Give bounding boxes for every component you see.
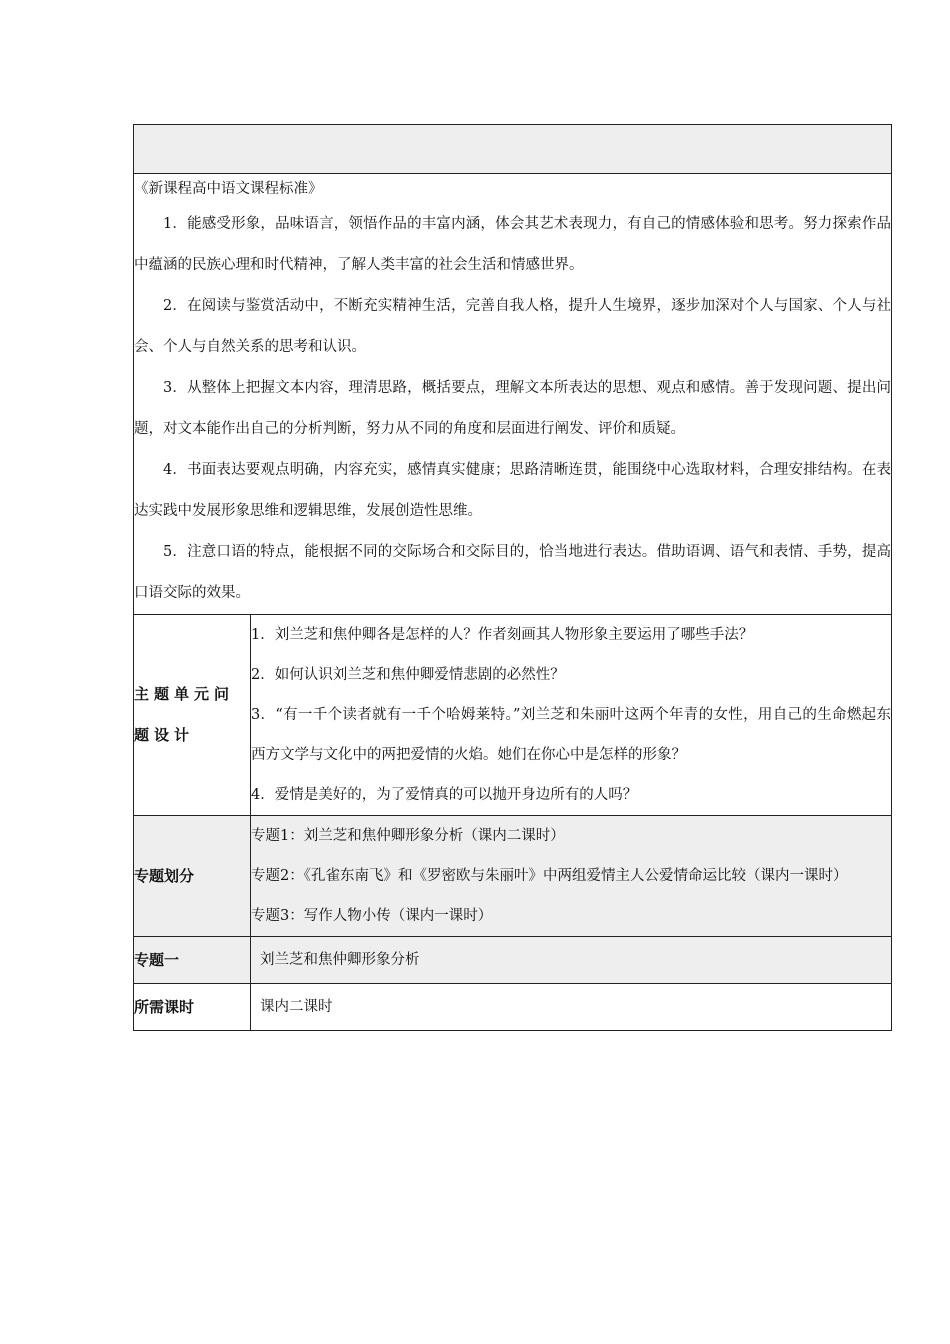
topics-label: 专题划分 xyxy=(134,816,251,937)
hours-row xyxy=(134,984,892,1031)
topic-item-3: 专题3：写作人物小传（课内一课时） xyxy=(251,908,493,924)
standard-item-1: 1．能感受形象，品味语言，领悟作品的丰富内涵，体会其艺术表现力，有自己的情感体验和思考。努力探索作品中蕴涵的民族心理和时代精神，了解人类丰富的社会生活和情感世界。 xyxy=(134,216,891,273)
standard-item-4: 4．书面表达要观点明确，内容充实，感情真实健康；思路清晰连贯，能围绕中心选取材料，合理安排结构。在表达实践中发展形象思维和逻辑思维，发展创造性思维。 xyxy=(134,462,891,519)
topic-one-label: 专题一 xyxy=(134,937,251,984)
questions-label: 主题单元问题设计 xyxy=(134,685,235,744)
hours-label: 所需课时 xyxy=(134,984,251,1031)
questions-content xyxy=(251,615,892,816)
header-cell xyxy=(134,125,892,174)
lesson-plan-table xyxy=(133,124,892,1031)
topics-content xyxy=(251,816,892,937)
standard-item-2: 2．在阅读与鉴赏活动中，不断充实精神生活，完善自我人格，提升人生境界，逐步加深对个人与国家、个人与社会、个人与自然关系的思考和认识。 xyxy=(134,298,891,355)
question-item-3: 3．“有一千个读者就有一千个哈姆莱特。”刘兰芝和朱丽叶这两个年青的女性，用自己的生命燃起东西方文学与文化中的两把爱情的火焰。她们在你心中是怎样的形象？ xyxy=(251,707,891,763)
standard-item-3: 3．从整体上把握文本内容，理清思路，概括要点，理解文本所表达的思想、观点和感情。善于发现问题、提出问题，对文本能作出自己的分析判断，努力从不同的角度和层面进行阐发、评价和质疑。 xyxy=(134,380,891,437)
standard-title: 《新课程高中语文课程标准》 xyxy=(134,181,323,197)
standard-row xyxy=(134,174,892,615)
question-item-1: 1．刘兰芝和焦仲卿各是怎样的人？作者刻画其人物形象主要运用了哪些手法？ xyxy=(251,627,754,643)
header-row xyxy=(134,125,892,174)
hours-value: 课内二课时 xyxy=(251,984,892,1031)
question-item-2: 2．如何认识刘兰芝和焦仲卿爱情悲剧的必然性？ xyxy=(251,667,565,683)
questions-label-cell xyxy=(134,615,251,816)
topics-row xyxy=(134,816,892,937)
question-item-4: 4．爱情是美好的，为了爱情真的可以抛开身边所有的人吗？ xyxy=(251,787,638,803)
topic-one-row xyxy=(134,937,892,984)
questions-row xyxy=(134,615,892,816)
standard-cell xyxy=(134,174,892,615)
topic-item-2: 专题2：《孔雀东南飞》和《罗密欧与朱丽叶》中两组爱情主人公爱情命运比较（课内一课时） xyxy=(251,868,848,884)
topic-one-value: 刘兰芝和焦仲卿形象分析 xyxy=(251,937,892,984)
topic-item-1: 专题1：刘兰芝和焦仲卿形象分析（课内二课时） xyxy=(251,828,565,844)
standard-item-5: 5．注意口语的特点，能根据不同的交际场合和交际目的，恰当地进行表达。借助语调、语气和表情、手势，提高口语交际的效果。 xyxy=(134,544,891,601)
